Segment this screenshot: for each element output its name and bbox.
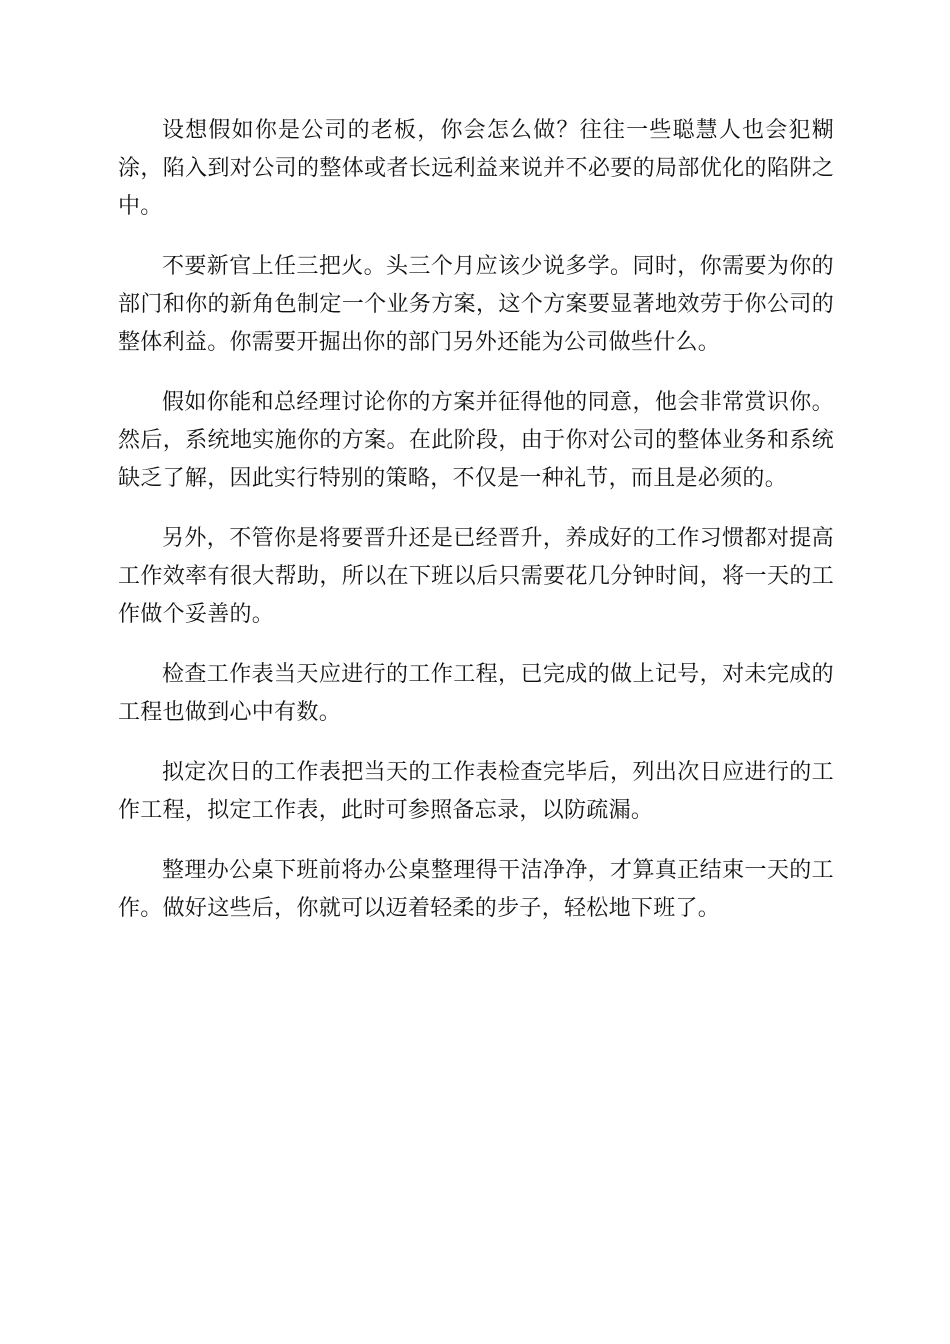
paragraph-2: 不要新官上任三把火。头三个月应该少说多学。同时，你需要为你的部门和你的新角色制定一个业务方案，这个方案要显著地效劳于你公司的整体利益。你需要开掘出你的部门另外还能为公司做些什么。 [118,254,834,355]
paragraph-5: 检查工作表当天应进行的工作工程，已完成的做上记号，对未完成的工程也做到心中有数。 [118,662,834,725]
paragraph-4: 另外，不管你是将要晋升还是已经晋升，养成好的工作习惯都对提高工作效率有很大帮助，所以在下班以后只需要花几分钟时间，将一天的工作做个妥善的。 [118,526,834,627]
paragraph-6: 拟定次日的工作表把当天的工作表检查完毕后，列出次日应进行的工作工程，拟定工作表，此时可参照备忘录，以防疏漏。 [118,760,834,823]
document-page [118,112,834,950]
paragraph-1: 设想假如你是公司的老板，你会怎么做？往往一些聪慧人也会犯糊涂，陷入到对公司的整体或者长远利益来说并不必要的局部优化的陷阱之中。 [118,118,834,219]
paragraph-7: 整理办公桌下班前将办公桌整理得干洁净净，才算真正结束一天的工作。做好这些后，你就可以迈着轻柔的步子，轻松地下班了。 [118,858,834,921]
paragraph-3: 假如你能和总经理讨论你的方案并征得他的同意，他会非常赏识你。然后，系统地实施你的方案。在此阶段，由于你对公司的整体业务和系统缺乏了解，因此实行特别的策略，不仅是一种礼节，而且是必须的。 [118,390,834,491]
